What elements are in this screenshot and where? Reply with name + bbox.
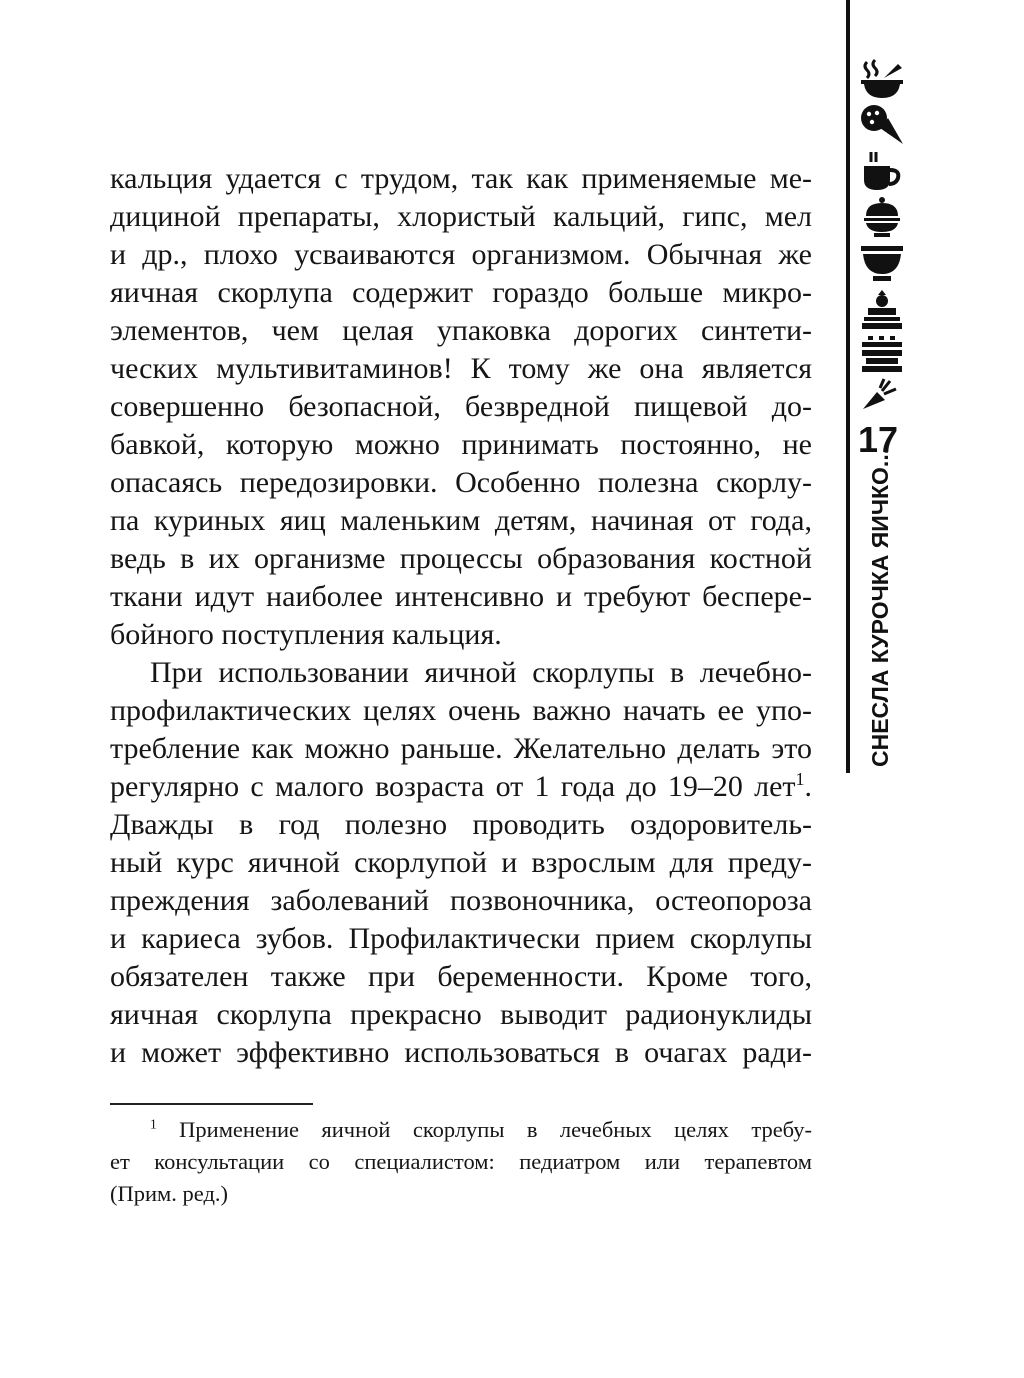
layer-cake-icon	[858, 288, 906, 330]
text-line-with-footnote	[110, 768, 812, 806]
text-line: яичная скорлупа прекрасно выводит радионуклиды	[110, 998, 812, 1031]
text-line: требление как можно раньше. Желательно делать это	[110, 732, 812, 765]
running-head: СНЕСЛА КУРОЧКА ЯИЧКО...	[867, 447, 893, 767]
text-line: дициной препараты, хлористый кальций, гипс, мел	[110, 200, 812, 233]
text-line: и др., плохо усваиваются организмом. Обычная же	[110, 238, 812, 271]
footnote-marker: 1	[150, 1116, 157, 1132]
text-line: и кариеса зубов. Профилактически прием скорлупы	[110, 922, 812, 955]
grill-icon	[858, 334, 906, 376]
footnote-line	[150, 1114, 812, 1146]
footnote-line: (Прим. ред.)	[110, 1181, 229, 1206]
footnote-rule	[110, 1103, 313, 1105]
margin-rule	[846, 0, 850, 773]
text-line: па куриных яиц маленьким детям, начиная от года,	[110, 504, 812, 537]
page-number: 17	[857, 419, 899, 460]
text-line: бавкой, которую можно принимать постоянно, не	[110, 428, 812, 461]
steaming-cup-icon	[858, 150, 906, 192]
footnote-line: ет консультации со специалистом: педиатром или терапевтом	[110, 1149, 812, 1174]
carrot-icon	[858, 378, 906, 412]
text-line: кальция удается с трудом, так как применяемые ме-	[110, 162, 812, 195]
text-line: ный курс яичной скорлупой и взрослым для преду-	[110, 846, 812, 879]
text-line: обязателен также при беременности. Кроме того,	[110, 960, 812, 993]
text-line: ткани идут наиболее интенсивно и требуют беспере-	[110, 580, 812, 613]
text-line: элементов, чем целая упаковка дорогих синтети-	[110, 314, 812, 347]
text-line: профилактических целях очень важно начать ее упо-	[110, 694, 812, 727]
text-line: бойного поступления кальция.	[110, 618, 502, 651]
text-line: совершенно безопасной, безвредной пищевой до-	[110, 390, 812, 423]
bowl-icon	[858, 242, 906, 284]
footnote-text: Применение яичной скорлупы в лечебных целях требу-	[179, 1117, 813, 1142]
covered-dish-icon	[858, 196, 906, 238]
sentence-period: .	[804, 770, 812, 803]
text-line: ведь в их организме процессы образования костной	[110, 542, 812, 575]
text-line: преждения заболеваний позвоночника, остеопороза	[110, 884, 812, 917]
text-line: ческих мультивитаминов! К тому же она является	[110, 352, 812, 385]
text-line: яичная скорлупа содержит гораздо больше микро-	[110, 276, 812, 309]
text-line: Дважды в год полезно проводить оздоровитель-	[110, 808, 812, 841]
steaming-bowl-icon	[858, 58, 906, 100]
text-line: и может эффективно использоваться в очагах ради-	[110, 1036, 812, 1069]
footnote-ref: 1	[795, 769, 805, 789]
text-line: При использовании яичной скорлупы в лечебно-	[150, 656, 812, 689]
ice-cream-cone-icon	[858, 104, 906, 146]
text-span: регулярно с малого возраста от 1 года до 19–20 лет	[110, 770, 796, 803]
text-line: опасаясь передозировки. Особенно полезна скорлу-	[110, 466, 812, 499]
